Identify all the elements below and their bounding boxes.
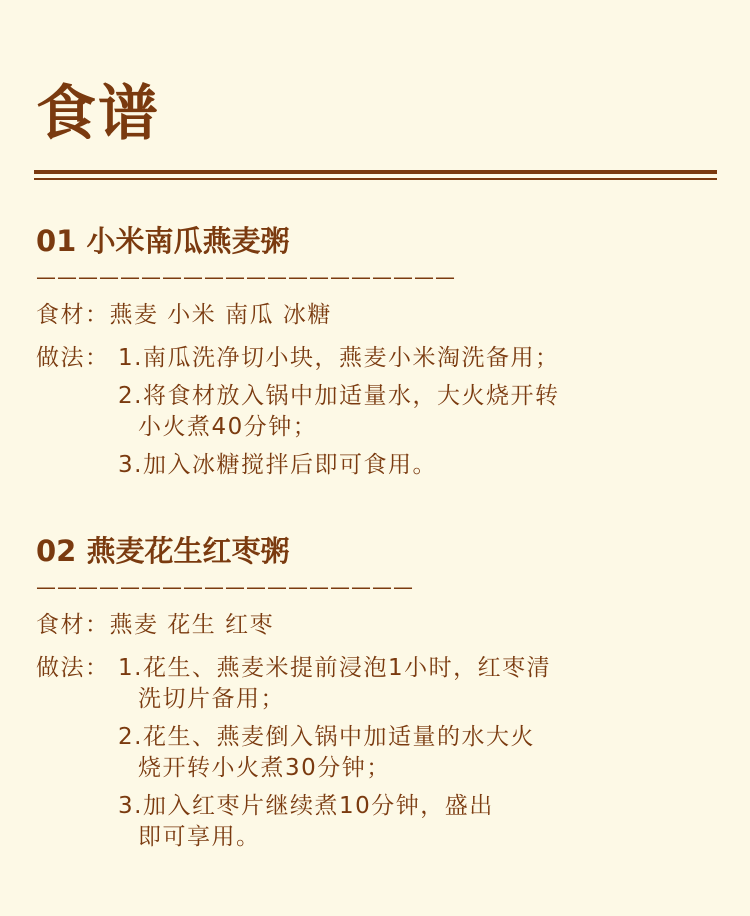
ingredients-label: 食材： xyxy=(36,612,110,638)
ingredients-label: 食材： xyxy=(36,302,110,328)
title-rule-thick xyxy=(34,170,717,174)
recipe-divider: ———————————————————— xyxy=(36,266,456,288)
step-line: 2.将食材放入锅中加适量水，大火烧开转 xyxy=(118,383,560,409)
method-step xyxy=(118,722,716,784)
method-row xyxy=(36,653,716,860)
recipe-2 xyxy=(36,530,716,860)
method-label: 做法： xyxy=(36,655,110,681)
step-line: 1.花生、燕麦米提前浸泡1小时，红枣清 xyxy=(118,655,552,681)
step-line: 小火煮40分钟； xyxy=(138,414,318,440)
step-line: 洗切片备用； xyxy=(138,686,285,712)
recipe-title: 02 燕麦花生红枣粥 xyxy=(36,534,290,568)
method-steps xyxy=(118,343,716,488)
method-step xyxy=(118,791,716,853)
recipe-title: 01 小米南瓜燕麦粥 xyxy=(36,224,290,258)
method-label: 做法： xyxy=(36,345,110,371)
title-rule-thin xyxy=(34,178,717,180)
recipe-divider: —————————————————— xyxy=(36,576,414,598)
method-steps xyxy=(118,653,716,860)
ingredients-row xyxy=(36,610,716,641)
ingredients-row xyxy=(36,300,716,331)
recipe-1 xyxy=(36,220,716,488)
step-line: 3.加入红枣片继续煮10分钟，盛出 xyxy=(118,793,494,819)
method-step xyxy=(118,343,716,374)
page-title: 食谱 xyxy=(36,79,160,149)
step-line: 即可享用。 xyxy=(138,824,261,850)
step-line: 3.加入冰糖搅拌后即可食用。 xyxy=(118,452,437,478)
method-row xyxy=(36,343,716,488)
method-step xyxy=(118,450,716,481)
ingredients-list: 燕麦 花生 红枣 xyxy=(109,612,275,638)
step-line: 烧开转小火煮30分钟； xyxy=(138,755,391,781)
method-step xyxy=(118,381,716,443)
step-line: 2.花生、燕麦倒入锅中加适量的水大火 xyxy=(118,724,535,750)
step-line: 1.南瓜洗净切小块，燕麦小米淘洗备用； xyxy=(118,345,560,371)
method-step xyxy=(118,653,716,715)
ingredients-list: 燕麦 小米 南瓜 冰糖 xyxy=(109,302,332,328)
